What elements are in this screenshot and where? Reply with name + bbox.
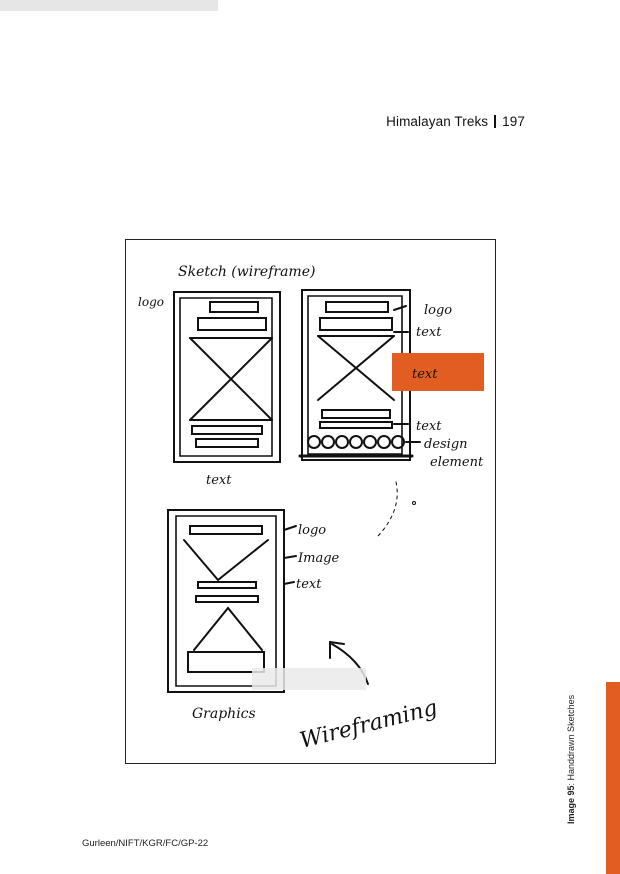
book-title: Himalayan Treks [386,114,489,129]
footer-credit: Gurleen/NIFT/KGR/FC/GP-22 [82,838,209,849]
orange-highlight-box [392,353,484,391]
page-number: 197 [502,114,525,129]
frame2-label-2: text [416,325,442,340]
frame1-label-logo: logo [138,295,164,309]
wireframe-3 [168,510,296,692]
signature: Wireframing [297,695,441,754]
sketch-title: Sketch (wireframe) [178,264,316,280]
frame1-caption: text [206,473,232,488]
frame2-label-1: logo [424,303,453,318]
frame2-label-3: text [412,367,438,382]
frame3-label-2: Image [298,551,340,566]
grey-patch [252,668,366,690]
frame3-label-3: text [296,577,322,592]
header-separator [494,115,496,128]
frame2-label-6: element [430,455,484,470]
frame3-label-1: logo [298,523,327,538]
frame2-label-4: text [416,419,442,434]
wireframe-sketch [126,240,497,765]
wireframe-1 [174,292,280,462]
sketch-image [125,239,496,764]
side-tab [606,682,620,874]
image-caption [566,695,576,824]
caption-label: Image 95 [566,785,576,824]
frame3-caption: Graphics [192,706,256,722]
page-header [386,114,525,129]
frame2-label-5: design [424,437,468,452]
caption-text: : Handdrawn Sketches [566,694,576,786]
top-grey-bar [0,0,218,11]
